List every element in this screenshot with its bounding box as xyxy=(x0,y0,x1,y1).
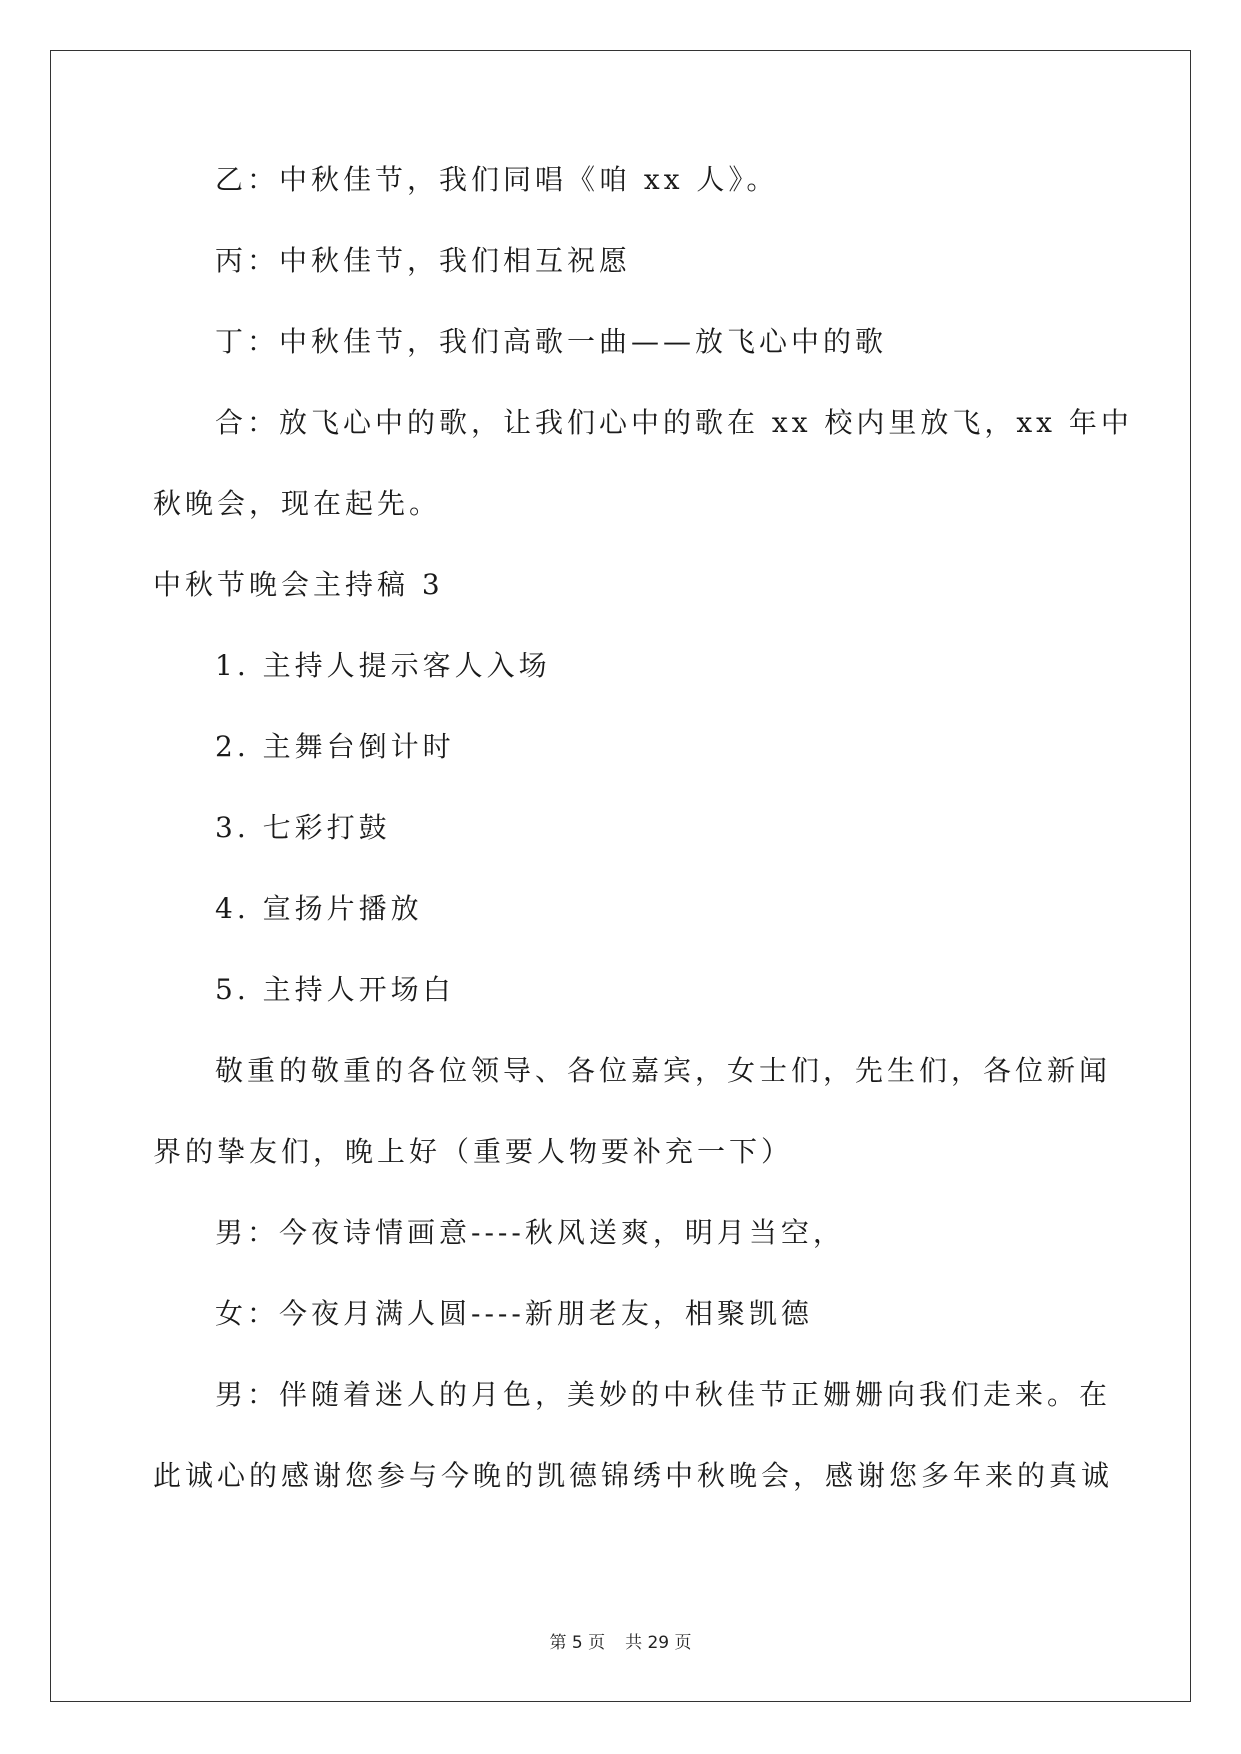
page-footer xyxy=(0,1628,1241,1653)
paragraph-line: 丙：中秋佳节，我们相互祝愿 xyxy=(215,244,632,277)
list-item: 4. 宣扬片播放 xyxy=(215,892,423,925)
paragraph-line: 丁：中秋佳节，我们高歌一曲——放飞心中的歌 xyxy=(215,325,888,358)
page-total: 共 29 页 xyxy=(625,1633,692,1653)
section-heading: 中秋节晚会主持稿 3 xyxy=(153,568,444,601)
list-item: 3. 七彩打鼓 xyxy=(215,811,391,844)
paragraph-line: 此诚心的感谢您参与今晚的凯德锦绣中秋晚会，感谢您多年来的真诚 xyxy=(153,1459,1114,1492)
list-item: 5. 主持人开场白 xyxy=(215,973,455,1006)
paragraph-line: 男：今夜诗情画意----秋风送爽，明月当空， xyxy=(215,1216,845,1249)
paragraph-line: 合：放飞心中的歌，让我们心中的歌在 xx 校内里放飞，xx 年中 xyxy=(215,406,1133,439)
list-item: 2. 主舞台倒计时 xyxy=(215,730,455,763)
paragraph-line: 敬重的敬重的各位领导、各位嘉宾，女士们，先生们，各位新闻 xyxy=(215,1054,1112,1087)
page-number: 第 5 页 xyxy=(549,1633,606,1653)
paragraph-line: 乙：中秋佳节，我们同唱《咱 xx 人》。 xyxy=(215,163,779,196)
paragraph-line: 男：伴随着迷人的月色，美妙的中秋佳节正姗姗向我们走来。在 xyxy=(215,1378,1112,1411)
page-border xyxy=(50,50,1191,1702)
paragraph-line: 女：今夜月满人圆----新朋老友，相聚凯德 xyxy=(215,1297,813,1330)
list-item: 1. 主持人提示客人入场 xyxy=(215,649,551,682)
paragraph-line: 秋晚会，现在起先。 xyxy=(153,487,442,520)
paragraph-line: 界的挚友们，晚上好（重要人物要补充一下） xyxy=(153,1135,794,1168)
